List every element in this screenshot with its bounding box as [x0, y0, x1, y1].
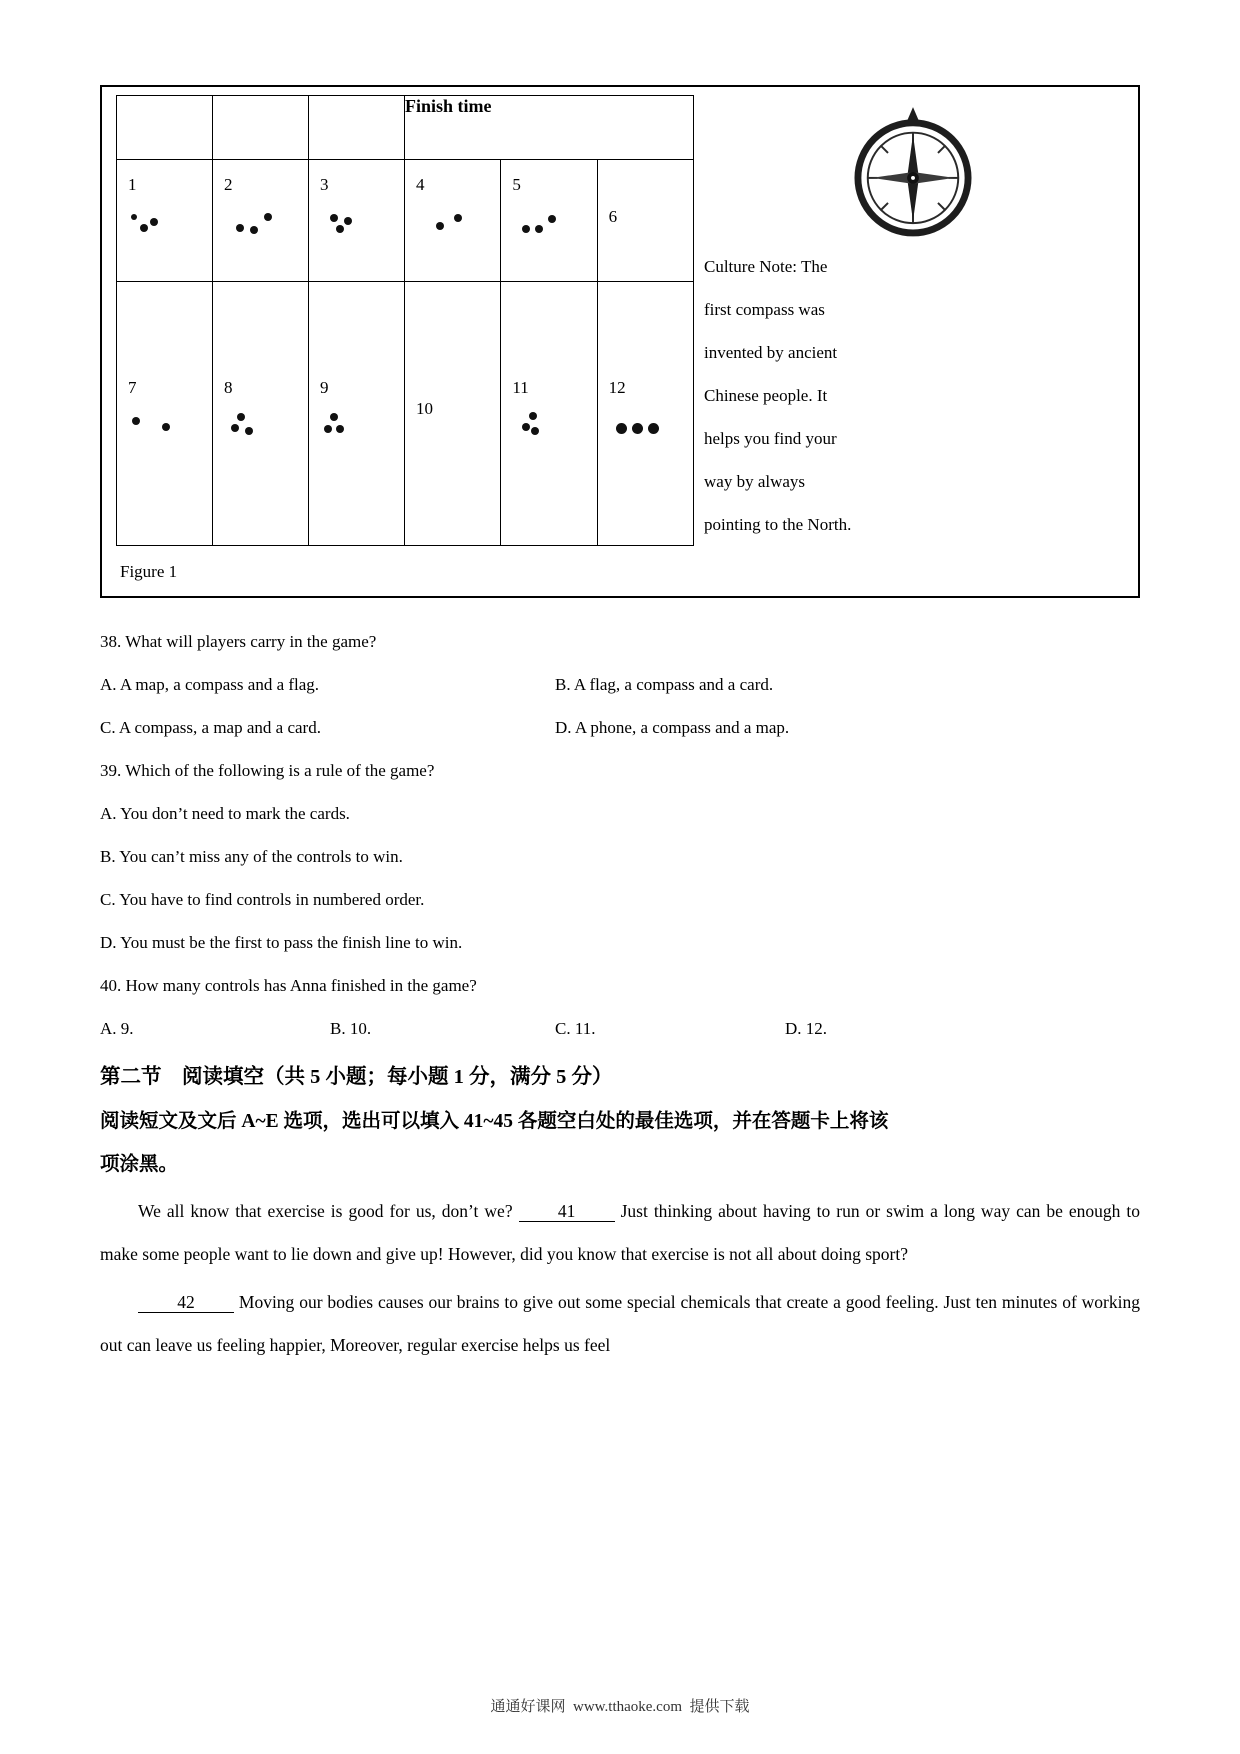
control-cell-11: [501, 281, 597, 545]
control-cell-3: [309, 160, 405, 281]
finish-time-cell: [405, 96, 694, 160]
question-38-options-row1: [100, 663, 1140, 706]
option-40-a: A. 9.: [100, 1019, 134, 1038]
passage-paragraph-2: [100, 1281, 1140, 1367]
control-number: 7: [128, 377, 137, 397]
option-38-c: C. A compass, a map and a card.: [100, 718, 321, 737]
blank-41: 41: [519, 1201, 615, 1222]
option-40-b: B. 10.: [330, 1019, 372, 1038]
control-cell-6: [597, 160, 693, 281]
punch-marks: [224, 210, 296, 244]
figure-caption: Figure 1: [120, 562, 178, 581]
control-cell-8: [213, 281, 309, 545]
table-header-row: [117, 96, 694, 160]
passage-paragraph-1: [100, 1190, 1140, 1276]
control-number: 9: [320, 377, 329, 397]
question-39: 39. Which of the following is a rule of the game?: [100, 761, 435, 780]
control-number: 11: [512, 377, 529, 397]
question-40-options: [100, 1007, 1140, 1050]
control-number: 12: [608, 377, 626, 397]
control-number: 3: [320, 175, 329, 195]
control-number: 2: [224, 175, 233, 195]
section-instructions-line1: 阅读短文及文后 A~E 选项，选出可以填入 41~45 各题空白处的最佳选项，并在答题卡上将该: [100, 1111, 889, 1132]
question-38-options-row2: [100, 706, 1140, 749]
control-cell-5: [501, 160, 597, 281]
punch-marks: [128, 409, 200, 443]
paragraph-text: We all know that exercise is good for us, don’t we?: [138, 1201, 519, 1221]
figure-content: [116, 95, 1126, 546]
culture-note-line: Culture Note: The: [704, 257, 828, 276]
control-number: 8: [224, 377, 233, 397]
control-cell-7: [117, 281, 213, 545]
culture-note-line: invented by ancient: [704, 343, 838, 362]
question-38: 38. What will players carry in the game?: [100, 632, 377, 651]
table-cell-empty: [309, 96, 405, 160]
compass-icon: [854, 107, 972, 239]
paragraph-text: Moving our bodies causes our brains to give out some special chemicals that create a good feeling. Just ten minutes of working out can leave us feeling happier, Moreover, regular exercise helps us feel: [100, 1292, 1140, 1355]
culture-note-line: pointing to the North.: [704, 515, 852, 534]
culture-note-line: helps you find your: [704, 429, 837, 448]
culture-note-line: way by always: [704, 472, 806, 491]
punch-marks: [320, 210, 392, 244]
section-instructions-line2: 项涂黑。: [100, 1154, 179, 1175]
option-38-a: A. A map, a compass and a flag.: [100, 675, 320, 694]
paragraph-text: Just thinking about having to run or swim a long way can be enough to make some people want to lie down and give up! However, did you know that exercise is not all about doing sport?: [100, 1201, 1141, 1264]
page-footer: 通通好课网 www.tthaoke.com 提供下载: [490, 1699, 750, 1715]
control-cell-10: [405, 281, 501, 545]
option-39-c: C. You have to find controls in numbered order.: [100, 890, 425, 909]
punch-marks: [512, 210, 584, 244]
option-39-a: A. You don’t need to mark the cards.: [100, 804, 350, 823]
culture-note-line: Chinese people. It: [704, 386, 828, 405]
punch-marks: [609, 409, 681, 443]
option-38-b: B. A flag, a compass and a card.: [555, 675, 774, 694]
control-cell-9: [309, 281, 405, 545]
control-card-table: [116, 95, 694, 546]
table-row: [117, 281, 694, 545]
questions-section: [100, 620, 1140, 1050]
question-40: 40. How many controls has Anna finished in the game?: [100, 976, 477, 995]
control-number: 1: [128, 175, 137, 195]
option-40-d: D. 12.: [785, 1019, 828, 1038]
finish-time-label: Finish time: [405, 96, 492, 116]
control-number: 4: [416, 175, 425, 195]
punch-marks: [416, 430, 488, 464]
culture-note-panel: [694, 95, 1126, 546]
option-39-d: D. You must be the first to pass the finish line to win.: [100, 933, 463, 952]
blank-42: 42: [138, 1292, 234, 1313]
option-40-c: C. 11.: [555, 1019, 596, 1038]
figure-box: [100, 85, 1140, 598]
punch-marks: [416, 210, 488, 244]
punch-marks: [609, 242, 681, 276]
control-cell-2: [213, 160, 309, 281]
control-number: 10: [416, 398, 433, 418]
section-heading: 第二节 阅读填空（共 5 小题；每小题 1 分，满分 5 分）: [100, 1066, 613, 1088]
punch-marks: [512, 409, 584, 443]
control-number: 5: [512, 175, 521, 195]
punch-marks: [320, 409, 392, 443]
control-cell-12: [597, 281, 693, 545]
table-cell-empty: [213, 96, 309, 160]
reading-passage: [100, 1190, 1140, 1367]
control-cell-1: [117, 160, 213, 281]
punch-marks: [224, 409, 296, 443]
table-row: [117, 160, 694, 281]
option-38-d: D. A phone, a compass and a map.: [555, 718, 790, 737]
table-cell-empty: [117, 96, 213, 160]
control-number: 6: [608, 207, 618, 227]
control-cell-4: [405, 160, 501, 281]
option-39-b: B. You can’t miss any of the controls to win.: [100, 847, 403, 866]
culture-note-line: first compass was: [704, 300, 825, 319]
punch-marks: [128, 210, 200, 244]
